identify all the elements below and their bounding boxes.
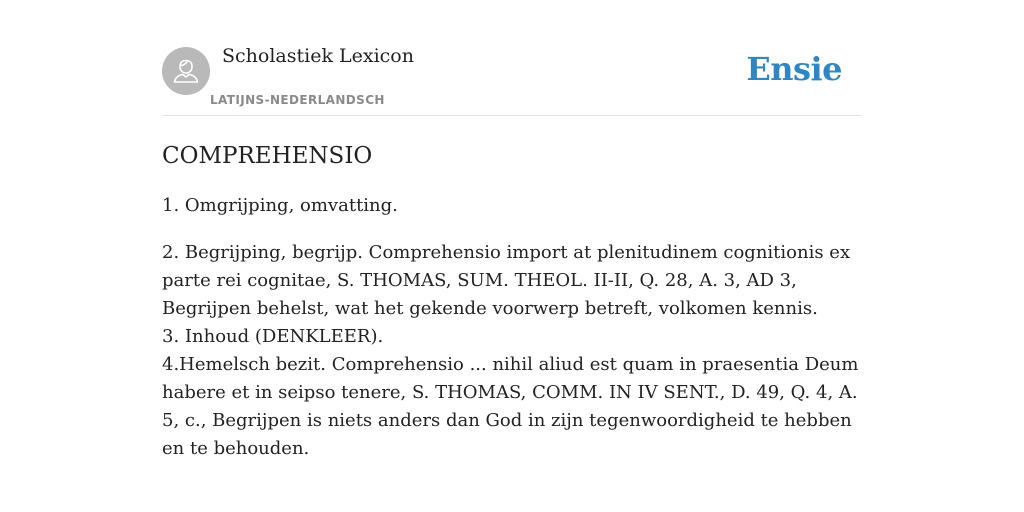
- user-icon: [171, 56, 201, 86]
- sense-3: 3. Inhoud (DENKLEER).: [162, 326, 384, 347]
- lexicon-title[interactable]: Scholastiek Lexicon: [222, 45, 414, 67]
- sense-list: [162, 239, 862, 463]
- sense-1: 1. Omgrijping, omvatting.: [162, 195, 398, 216]
- sense-2: 2. Begrijping, begrijp. Comprehensio import at plenitudinem cognitionis ex parte rei cognitae, S. THOMAS, SUM. THEOL. II-II, Q. 28, A. 3, AD 3, Begrijpen behelst, wat het gekende voorwerp betreft, volkomen kennis.: [162, 242, 851, 319]
- ensie-logo[interactable]: Ensie: [746, 50, 842, 88]
- header: [162, 0, 862, 116]
- lexicon-subtitle: LATIJNS-NEDERLANDSCH: [210, 93, 385, 107]
- page: [162, 0, 862, 463]
- sense-4: 4.Hemelsch bezit. Comprehensio ... nihil aliud est quam in praesentia Deum habere et in seipso tenere, S. THOMAS, COMM. IN IV SENT., D. 49, Q. 4, A. 5, c., Begrijpen is niets anders dan God in zijn tegenwoordigheid te hebben en te behouden.: [162, 354, 859, 459]
- headword: COMPREHENSIO: [162, 143, 373, 169]
- definition: [162, 192, 862, 463]
- avatar[interactable]: [162, 47, 210, 95]
